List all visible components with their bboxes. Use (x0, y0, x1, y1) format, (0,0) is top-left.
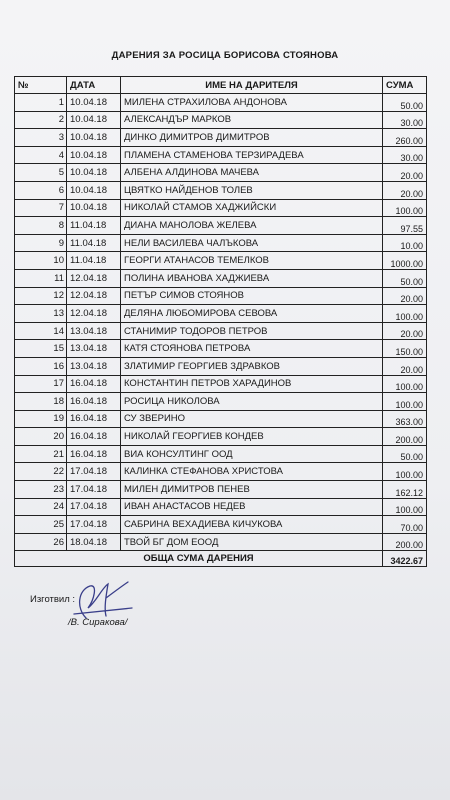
row-donor-name: НЕЛИ ВАСИЛЕВА ЧАЛЪКОВА (121, 234, 383, 252)
row-amount: 50.00 (383, 269, 427, 287)
table-row (15, 375, 427, 393)
row-donor-name: ЦВЯТКО НАЙДЕНОВ ТОЛЕВ (121, 181, 383, 199)
table-row (15, 146, 427, 164)
row-amount: 30.00 (383, 111, 427, 129)
row-date: 10.04.18 (67, 146, 121, 164)
row-number: 11 (15, 269, 67, 287)
row-amount: 20.00 (383, 357, 427, 375)
row-donor-name: ДИАНА МАНОЛОВА ЖЕЛЕВА (121, 217, 383, 235)
row-amount: 363.00 (383, 410, 427, 428)
row-donor-name: СТАНИМИР ТОДОРОВ ПЕТРОВ (121, 322, 383, 340)
row-number: 8 (15, 217, 67, 235)
row-donor-name: ДИНКО ДИМИТРОВ ДИМИТРОВ (121, 129, 383, 147)
row-number: 20 (15, 428, 67, 446)
row-donor-name: САБРИНА ВЕХАДИЕВА КИЧУКОВА (121, 516, 383, 534)
row-amount: 20.00 (383, 322, 427, 340)
row-number: 25 (15, 516, 67, 534)
row-date: 13.04.18 (67, 322, 121, 340)
table-row (15, 445, 427, 463)
header-sum: СУМА (383, 77, 427, 94)
header-name: ИМЕ НА ДАРИТЕЛЯ (121, 77, 383, 94)
table-row (15, 357, 427, 375)
row-number: 4 (15, 146, 67, 164)
document-title: ДАРЕНИЯ ЗА РОСИЦА БОРИСОВА СТОЯНОВА (111, 50, 339, 61)
table-row (15, 410, 427, 428)
row-number: 10 (15, 252, 67, 270)
prepared-by-label: Изготвил : (30, 594, 76, 605)
row-date: 16.04.18 (67, 393, 121, 411)
row-date: 17.04.18 (67, 516, 121, 534)
row-number: 5 (15, 164, 67, 182)
table-row (15, 129, 427, 147)
row-date: 13.04.18 (67, 357, 121, 375)
table-row (15, 463, 427, 481)
row-amount: 30.00 (383, 146, 427, 164)
table-row (15, 252, 427, 270)
row-number: 17 (15, 375, 67, 393)
table-row (15, 111, 427, 129)
table-row (15, 181, 427, 199)
row-amount: 20.00 (383, 181, 427, 199)
table-row (15, 340, 427, 358)
row-donor-name: ПОЛИНА ИВАНОВА ХАДЖИЕВА (121, 269, 383, 287)
row-date: 16.04.18 (67, 428, 121, 446)
row-date: 16.04.18 (67, 445, 121, 463)
row-amount: 1000.00 (383, 252, 427, 270)
row-donor-name: ИВАН АНАСТАСОВ НЕДЕВ (121, 498, 383, 516)
row-donor-name: ДЕЛЯНА ЛЮБОМИРОВА СЕВОВА (121, 305, 383, 323)
row-date: 10.04.18 (67, 181, 121, 199)
row-donor-name: КОНСТАНТИН ПЕТРОВ ХАРАДИНОВ (121, 375, 383, 393)
table-row (15, 428, 427, 446)
total-value: 3422.67 (383, 551, 427, 567)
table-header-row (15, 77, 427, 94)
row-number: 16 (15, 357, 67, 375)
table-body (15, 94, 427, 551)
row-number: 13 (15, 305, 67, 323)
row-number: 24 (15, 498, 67, 516)
row-date: 16.04.18 (67, 410, 121, 428)
row-date: 12.04.18 (67, 287, 121, 305)
row-date: 10.04.18 (67, 94, 121, 112)
row-amount: 97.55 (383, 217, 427, 235)
row-amount: 150.00 (383, 340, 427, 358)
row-donor-name: НИКОЛАЙ СТАМОВ ХАДЖИЙСКИ (121, 199, 383, 217)
row-amount: 162.12 (383, 481, 427, 499)
total-label: ОБЩА СУМА ДАРЕНИЯ (15, 551, 383, 567)
row-number: 23 (15, 481, 67, 499)
row-number: 6 (15, 181, 67, 199)
row-number: 3 (15, 129, 67, 147)
row-number: 12 (15, 287, 67, 305)
row-number: 2 (15, 111, 67, 129)
row-date: 12.04.18 (67, 305, 121, 323)
row-date: 11.04.18 (67, 217, 121, 235)
table-row (15, 322, 427, 340)
signer-name: /В. Сиракова/ (68, 617, 128, 628)
table-row (15, 393, 427, 411)
row-donor-name: РОСИЦА НИКОЛОВА (121, 393, 383, 411)
header-num: № (15, 77, 67, 94)
row-number: 15 (15, 340, 67, 358)
row-amount: 200.00 (383, 533, 427, 551)
row-amount: 50.00 (383, 94, 427, 112)
table-row (15, 533, 427, 551)
table-row (15, 287, 427, 305)
row-number: 26 (15, 533, 67, 551)
row-number: 22 (15, 463, 67, 481)
table-row (15, 94, 427, 112)
row-date: 11.04.18 (67, 252, 121, 270)
row-number: 18 (15, 393, 67, 411)
table-row (15, 234, 427, 252)
table-row (15, 498, 427, 516)
row-donor-name: АЛБЕНА АЛДИНОВА МАЧЕВА (121, 164, 383, 182)
row-amount: 70.00 (383, 516, 427, 534)
table-row (15, 164, 427, 182)
row-date: 11.04.18 (67, 234, 121, 252)
row-number: 21 (15, 445, 67, 463)
row-donor-name: КАТЯ СТОЯНОВА ПЕТРОВА (121, 340, 383, 358)
row-amount: 100.00 (383, 199, 427, 217)
row-amount: 100.00 (383, 498, 427, 516)
row-amount: 100.00 (383, 305, 427, 323)
row-date: 18.04.18 (67, 533, 121, 551)
row-donor-name: ПЛАМЕНА СТАМЕНОВА ТЕРЗИРАДЕВА (121, 146, 383, 164)
row-number: 19 (15, 410, 67, 428)
row-amount: 50.00 (383, 445, 427, 463)
row-amount: 260.00 (383, 129, 427, 147)
row-amount: 20.00 (383, 287, 427, 305)
row-amount: 100.00 (383, 375, 427, 393)
table-row (15, 516, 427, 534)
row-date: 17.04.18 (67, 481, 121, 499)
row-date: 10.04.18 (67, 164, 121, 182)
row-donor-name: АЛЕКСАНДЪР МАРКОВ (121, 111, 383, 129)
table-row (15, 305, 427, 323)
row-amount: 100.00 (383, 463, 427, 481)
row-donor-name: ЗЛАТИМИР ГЕОРГИЕВ ЗДРАВКОВ (121, 357, 383, 375)
row-donor-name: ГЕОРГИ АТАНАСОВ ТЕМЕЛКОВ (121, 252, 383, 270)
row-date: 10.04.18 (67, 199, 121, 217)
row-donor-name: ВИА КОНСУЛТИНГ ООД (121, 445, 383, 463)
row-date: 13.04.18 (67, 340, 121, 358)
row-amount: 10.00 (383, 234, 427, 252)
row-date: 12.04.18 (67, 269, 121, 287)
row-number: 1 (15, 94, 67, 112)
row-number: 9 (15, 234, 67, 252)
donations-table (14, 76, 427, 567)
row-donor-name: МИЛЕНА СТРАХИЛОВА АНДОНОВА (121, 94, 383, 112)
row-date: 16.04.18 (67, 375, 121, 393)
row-amount: 20.00 (383, 164, 427, 182)
table-row (15, 217, 427, 235)
row-date: 17.04.18 (67, 463, 121, 481)
row-amount: 100.00 (383, 393, 427, 411)
table-row (15, 481, 427, 499)
row-donor-name: НИКОЛАЙ ГЕОРГИЕВ КОНДЕВ (121, 428, 383, 446)
row-donor-name: КАЛИНКА СТЕФАНОВА ХРИСТОВА (121, 463, 383, 481)
row-donor-name: ТВОЙ БГ ДОМ ЕООД (121, 533, 383, 551)
row-date: 10.04.18 (67, 111, 121, 129)
row-number: 14 (15, 322, 67, 340)
row-donor-name: МИЛЕН ДИМИТРОВ ПЕНЕВ (121, 481, 383, 499)
row-number: 7 (15, 199, 67, 217)
table-row (15, 269, 427, 287)
header-date: ДАТА (67, 77, 121, 94)
total-row (15, 551, 427, 567)
row-date: 10.04.18 (67, 129, 121, 147)
row-donor-name: ПЕТЪР СИМОВ СТОЯНОВ (121, 287, 383, 305)
table-row (15, 199, 427, 217)
row-donor-name: СУ ЗВЕРИНО (121, 410, 383, 428)
row-date: 17.04.18 (67, 498, 121, 516)
row-amount: 200.00 (383, 428, 427, 446)
